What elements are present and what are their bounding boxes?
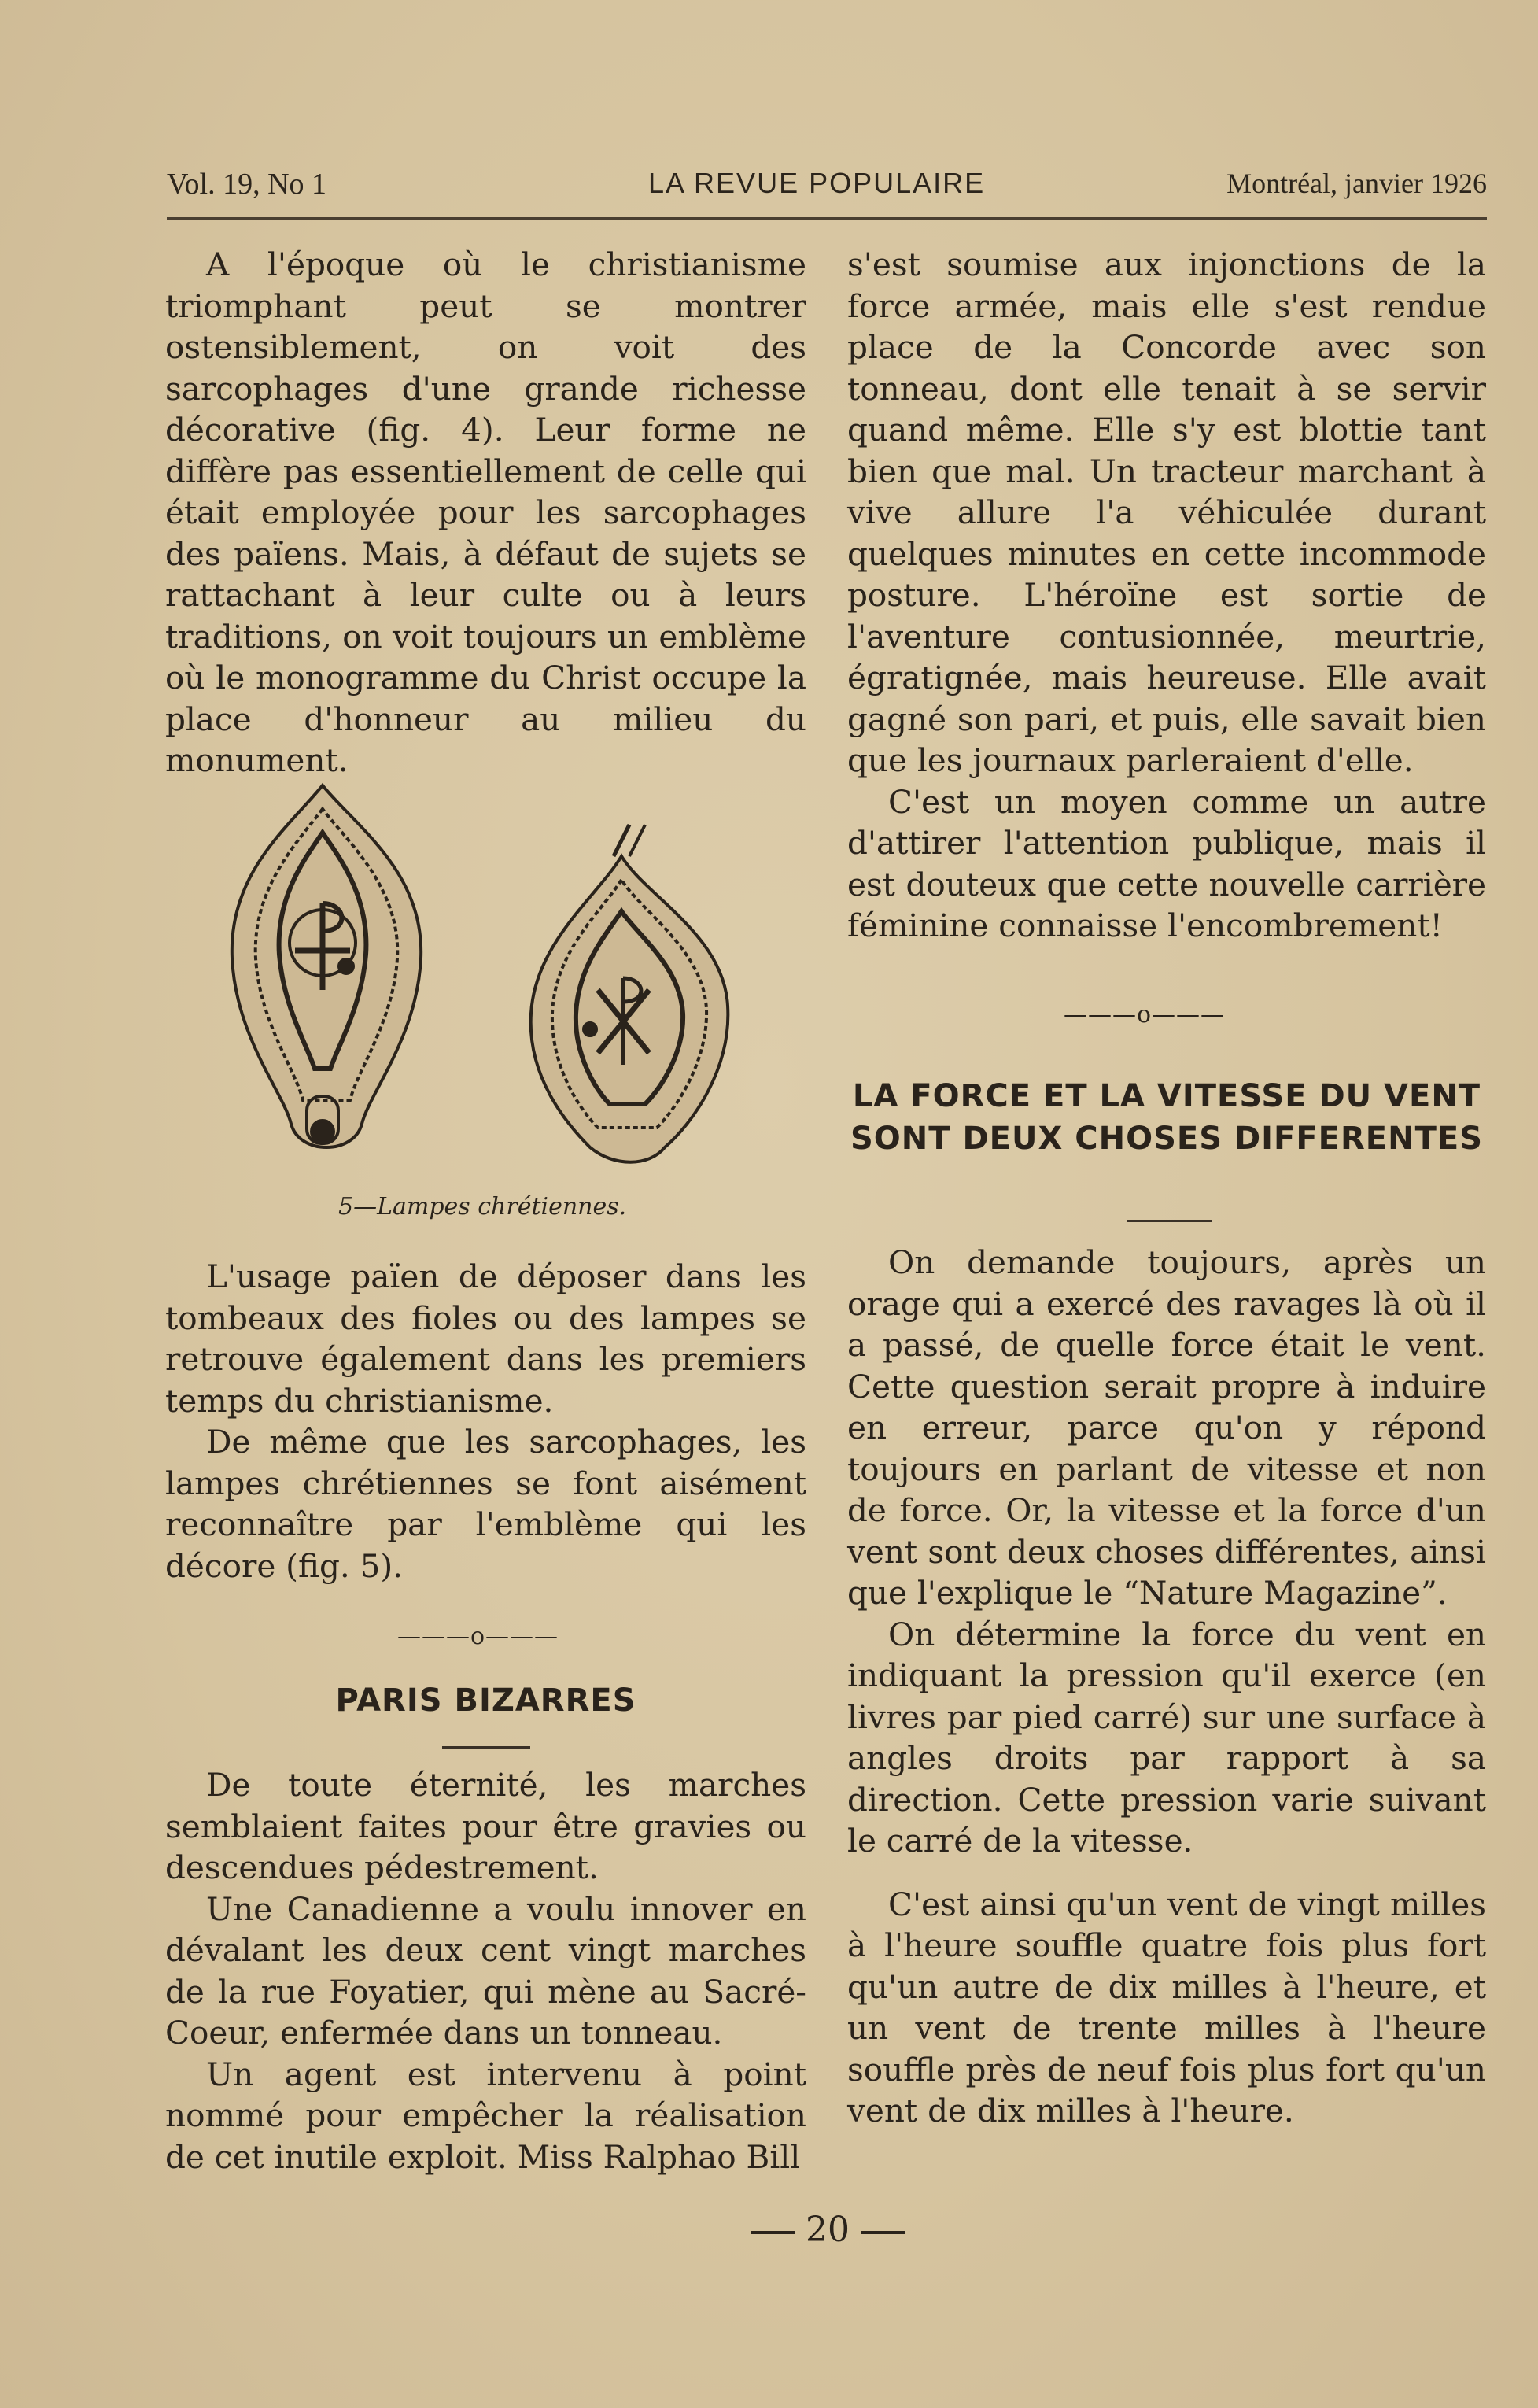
page-number-value: 20 [806,2210,850,2250]
section-separator-1: ———o——— [397,1623,559,1650]
issue-date: Montréal, janvier 1926 [1226,168,1487,199]
lamps-paragraph-1: L'usage païen de déposer dans les tombeaux des fioles ou des lampes se retrouve également dans les premiers temps du christianisme. [165,1258,806,1420]
section-separator-2: ———o——— [1064,1001,1226,1029]
figure-caption: 5—Lampes chrétiennes. [338,1193,627,1221]
page-header [167,167,1487,214]
wind-paragraph-2: On détermine la force du vent en indiquant la pression qu'il exerce (en livres par pied carré) sur une surface à angles droits par rapport à sa direction. Cette pression varie suivant le carré de la vitesse. [847,1615,1486,1860]
publication-title: LA REVUE POPULAIRE [648,167,986,199]
right-column-paris [847,244,1486,947]
paris-closing-paragraph: C'est un moyen comme un autre d'attirer l'attention publique, mais il est douteux que cette nouvelle carrière féminine connaisse l'encombrement! [847,782,1486,944]
paris-continued-paragraph: s'est soumise aux injonctions de la force armée, mais elle s'est rendue place de la Concorde avec son tonneau, dont elle tenait à se servir quand même. Elle s'y est blottie tant bien que mal. Un tracteur marchant à vive allure l'a véhiculée durant quelques minutes en cette incommode posture. L'héroïne est sortie de l'aventure contusionnée, meurtrie, égratignée, mais heureuse. Elle avait gagné son pari, et puis, elle savait bien que les journaux parleraient d'elle. [847,246,1486,779]
paris-paragraph-1: De toute éternité, les marches semblaient faites pour être gravies ou descendues pédestrement. [165,1766,806,1886]
right-column-wind [847,1242,1486,2132]
paris-paragraph-2: Une Canadienne a voulu innover en dévalant les deux cent vingt marches de la rue Foyatier, qui mène au Sacré-Coeur, enfermée dans un tonneau. [165,1889,806,2052]
heading-rule-2 [1127,1220,1212,1222]
sarcophagi-paragraph: A l'époque où le christianisme triomphant peut se montrer ostensiblement, on voit des sarcophages d'une grande richesse décorative (fig. 4). Leur forme ne diffère pas essentiellement de celle qui était employée pour les sarcophages des païens. Mais, à défaut de sujets se rattachant à leur culte ou à leurs traditions, on voit toujours un emblème où le monogramme du Christ occupe la place d'honneur au milieu du monument. [165,246,806,779]
volume-number: Vol. 19, No 1 [167,168,327,201]
header-rule [167,217,1487,220]
page-number-dash-left [751,2231,795,2234]
left-column-intro [165,244,806,781]
page-number [739,2210,916,2250]
heading-rule-1 [442,1746,530,1749]
paris-bizarres-heading: PARIS BIZARRES [335,1682,636,1719]
lamps-paragraph-2: De même que les sarcophages, les lampes chrétiennes se font aisément reconnaître par l'emblème qui les décore (fig. 5). [165,1423,806,1585]
paris-paragraph-3: Un agent est intervenu à point nommé pour empêcher la réalisation de cet inutile exploit. Miss Ralphao Bill [165,2055,806,2176]
christian-lamps-figure [220,777,739,1171]
left-column-lamps [165,1256,806,1586]
wind-paragraph-3: C'est ainsi qu'un vent de vingt milles à l'heure souffle quatre fois plus fort qu'un autre de dix milles à l'heure, et un vent de trente milles à l'heure souffle près de neuf fois plus fort qu'un vent de dix milles à l'heure. [847,1885,1486,2129]
wind-paragraph-1: On demande toujours, après un orage qui a exercé des ravages là où il a passé, de quelle force était le vent. Cette question serait propre à induire en erreur, parce qu'on y répond toujours en parlant de vitesse et non de force. Or, la vitesse et la force d'un vent sont deux choses différentes, ainsi que l'explique le “Nature Magazine”. [847,1243,1486,1612]
wind-heading: LA FORCE ET LA VITESSE DU VENT SONT DEUX CHOSES DIFFERENTES [850,1078,1484,1157]
left-column-paris [165,1764,806,2177]
page-number-dash-right [861,2231,905,2234]
